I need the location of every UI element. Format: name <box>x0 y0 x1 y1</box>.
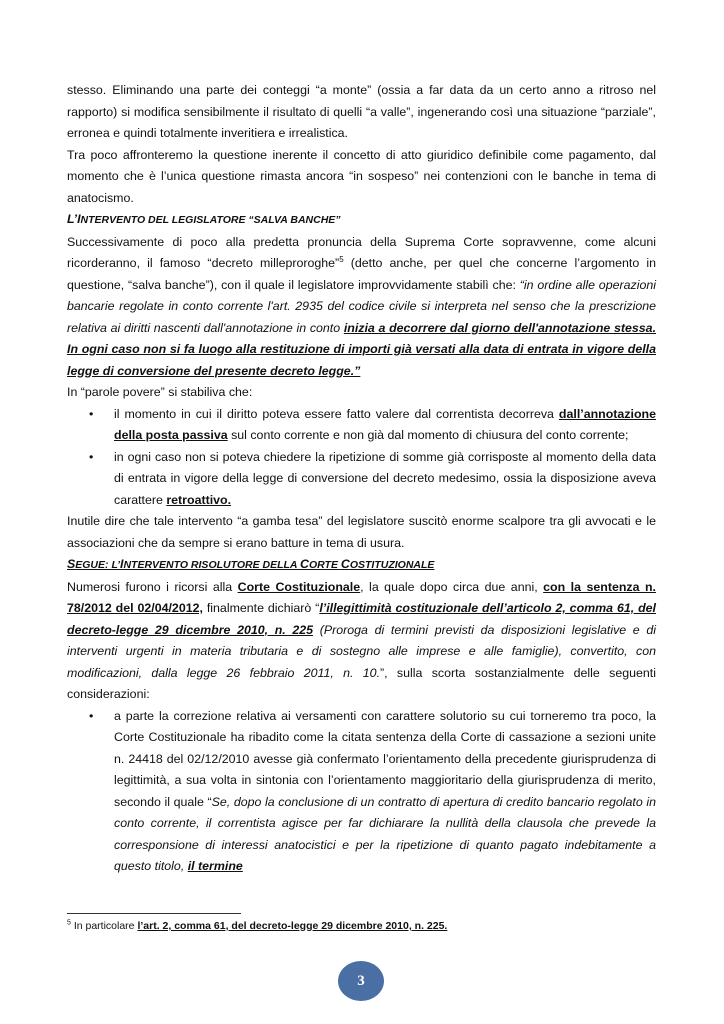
bullet-list-1 <box>67 404 656 512</box>
quoted-decree-emphasis: inizia a decorrere dal giorno dell'annotazione stessa. In ogni caso non si fa luogo alla restituzione di importi già versati alla data di entrata in vigore della legge di conversione del presente decreto legge.” <box>67 320 657 378</box>
footnote-ref: 5 <box>339 254 344 264</box>
list-item: • in ogni caso non si poteva chiedere la ripetizione di somme già corrisposte al momento della data di entrata in vigore della legge di conversione del decreto medesimo, ossia la disposizione aveva carattere retroattivo. <box>114 447 656 512</box>
paragraph-5: Inutile dire che tale intervento “a gamba tesa” del legislatore suscitò enorme scalpore tra gli avvocati e le associazioni che da sempre si erano batture in tema di usura. <box>67 514 656 550</box>
page-number-badge <box>338 961 384 1001</box>
footnote: $^5$ In particolare l’art. 2, comma 61, del decreto-legge 29 dicembre 2010, n. 225. <box>67 919 448 932</box>
quoted-decree: “in ordine alle operazioni bancarie regolate in conto corrente l'art. 2935 del codice civile si interpreta nel senso che la prescrizione relativa ai diritti nascenti dall'annotazione in conto <box>67 277 656 335</box>
footnote-number: 5 <box>67 919 71 927</box>
list-item: • il momento in cui il diritto poteva essere fatto valere dal correntista decorreva dall’annotazione della posta passiva sul conto corrente e non già dal momento di chiusura del conto corrente; <box>114 404 656 447</box>
paragraph-2: Tra poco affronteremo la questione inerente il concetto di atto giuridico definibile come pagamento, dal momento che è l’unica questione rimasta ancora “in sospeso” nei contenzioni con le banche in tema di anatocismo. <box>67 147 656 205</box>
bullet-icon: • <box>89 449 94 464</box>
list-item: • a parte la correzione relativa ai versamenti con carattere solutorio su cui torneremo tra poco, la Corte Costituzionale ha ribadito come la citata sentenza della Corte di cassazione a sezioni unite n. 24418 del 02/12/2010 avesse già confermato l’orientamento della precedente giurisprudenza di legittimità, a sua volta in sintonia con l’orientamento maggioritario della giurisprudenza di merito, secondo il quale “Se, dopo la conclusione di un contratto di apertura di credito bancario regolato in conto corrente, il correntista agisce per far dichiarare la nullità della clausola che prevede la corresponsione di interessi anatocistici e per la ripetizione di quanto pagato indebitamente a questo titolo, il termine <box>114 706 656 878</box>
footnote-divider <box>67 913 241 914</box>
section-heading-corte-costituzionale: SEGUE: L’INTERVENTO RISOLUTORE DELLA CORTE COSTITUZIONALE <box>67 557 435 571</box>
paragraph-4: In “parole povere” si stabiliva che: <box>67 385 253 399</box>
document-body <box>67 80 656 878</box>
bullet-icon: • <box>89 406 94 421</box>
paragraph-1: stesso. Eliminando una parte dei conteggi “a monte” (ossia a far data da un certo anno a ritroso nel rapporto) si modifica sensibilmente il risultato di quelli “a valle”, ingenerando così una situazione “parziale”, erronea e quindi totalmente inveritiera e irrealistica. <box>67 83 656 140</box>
page-number: 3 <box>357 972 365 989</box>
paragraph-6: Numerosi furono i ricorsi alla Corte Costituzionale, la quale dopo circa due anni, con la sentenza n. 78/2012 del 02/04/2012, finalmente dichiarò “l’illegittimità costituzionale dell’articolo 2, comma 61, del decreto-legge 29 dicembre 2010, n. 225 (Proroga di termini previsti da disposizioni legislative e di interventi urgenti in materia tributaria e di sostegno alle imprese e alle famiglie), convertito, con modificazioni, dalla legge 26 febbraio 2011, n. 10.”, sulla scorta sostanzialmente delle seguenti considerazioni: <box>67 579 656 701</box>
footnote-reference: l’art. 2, comma 61, del decreto-legge 29 dicembre 2010, n. 225. <box>137 920 448 932</box>
section-heading-salva-banche: L’INTERVENTO DEL LEGISLATORE “SALVA BANCHE” <box>67 212 341 226</box>
paragraph-3: Successivamente di poco alla predetta pronuncia della Suprema Corte sopravvenne, come alcuni ricorderanno, il famoso “decreto milleproroghe”$^5$ (detto anche, per quel che concerne l’argomento in questione, “salva banche”), con il quale il legislatore improvvidamente stabilì che: “in ordine alle operazioni bancarie regolate in conto corrente l'art. 2935 del codice civile si interpreta nel senso che la prescrizione relativa ai diritti nascenti dall'annotazione in conto inizia a decorrere dal giorno dell'annotazione stessa. In ogni caso non si fa luogo alla restituzione di importi già versati alla data di entrata in vigore della legge di conversione del presente decreto legge.” <box>67 234 657 378</box>
bullet-icon: • <box>89 708 94 723</box>
bullet-list-2 <box>67 706 656 878</box>
